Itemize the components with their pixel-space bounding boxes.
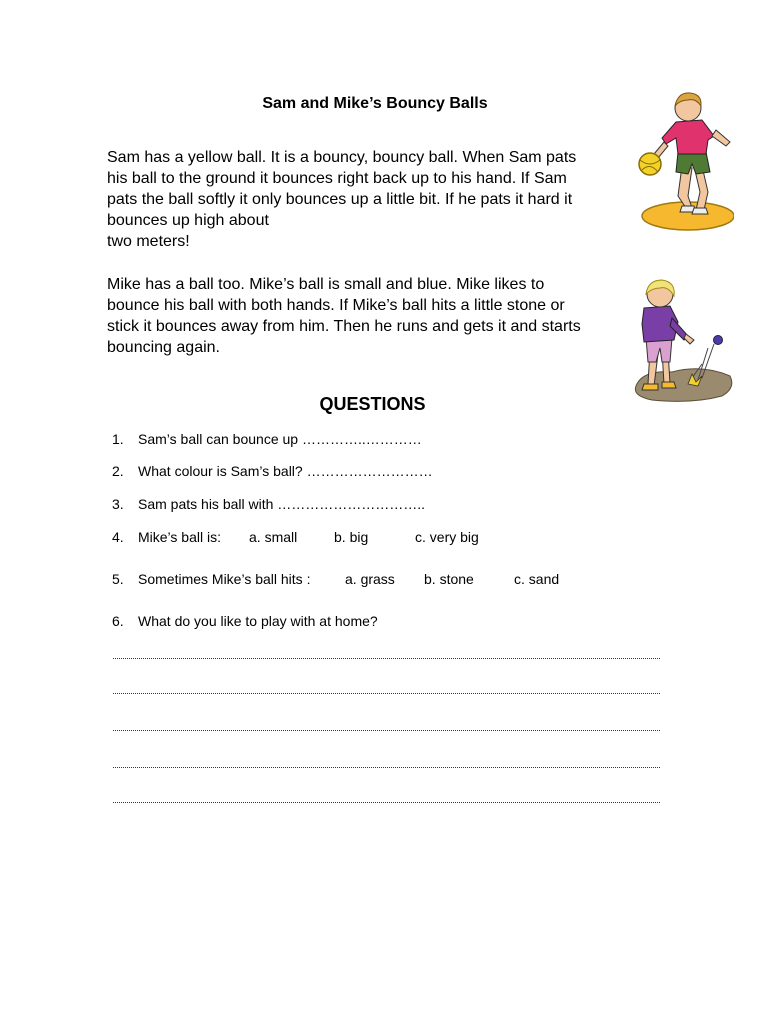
answer-line[interactable]	[113, 767, 660, 768]
story-line: bounces up high about	[107, 212, 269, 229]
story-line: pats the ball softly it only bounces up a little bit. If he pats it hard it	[107, 191, 573, 208]
answer-line[interactable]	[113, 693, 660, 694]
answer-option[interactable]: a. small	[249, 529, 298, 545]
worksheet-title: Sam and Mike’s Bouncy Balls	[262, 95, 488, 112]
question-text: Sam pats his ball with …………………………..	[138, 496, 426, 512]
boy-bouncing-yellow-ball-icon	[630, 88, 734, 238]
question-number: 2.	[112, 463, 124, 479]
girl-bouncing-blue-ball-icon	[632, 278, 736, 404]
story-line: bouncing again.	[107, 339, 220, 356]
answer-line[interactable]	[113, 802, 660, 803]
answer-option[interactable]: a. grass	[345, 571, 395, 587]
story-paragraph-sam	[107, 147, 632, 252]
answer-option[interactable]: b. big	[334, 529, 369, 545]
question-number: 5.	[112, 571, 124, 587]
answer-line[interactable]	[113, 730, 660, 731]
question-text: Sometimes Mike’s ball hits :	[138, 571, 311, 587]
answer-line[interactable]	[113, 658, 660, 659]
question-text: What do you like to play with at home?	[138, 613, 378, 629]
story-line: his ball to the ground it bounces right back up to his hand. If Sam	[107, 170, 567, 187]
story-line: two meters!	[107, 233, 190, 250]
question-number: 1.	[112, 431, 124, 447]
story-paragraph-mike	[107, 274, 632, 358]
story-line: Sam has a yellow ball. It is a bouncy, bouncy ball. When Sam pats	[107, 149, 577, 166]
question-text: Sam’s ball can bounce up …………..…………	[138, 431, 422, 447]
answer-option[interactable]: b. stone	[424, 571, 474, 587]
question-text: What colour is Sam’s ball? ………………………	[138, 463, 433, 479]
answer-option[interactable]: c. very big	[415, 529, 479, 545]
answer-option[interactable]: c. sand	[514, 571, 560, 587]
story-line: Mike has a ball too. Mike’s ball is small and blue. Mike likes to	[107, 276, 545, 293]
question-number: 4.	[112, 529, 124, 545]
question-text: Mike’s ball is:	[138, 529, 221, 545]
story-line: stick it bounces away from him. Then he runs and gets it and starts	[107, 318, 581, 335]
question-number: 6.	[112, 613, 124, 629]
story-line: bounce his ball with both hands. If Mike’s ball hits a little stone or	[107, 297, 565, 314]
question-number: 3.	[112, 496, 124, 512]
questions-heading: QUESTIONS	[319, 394, 426, 414]
